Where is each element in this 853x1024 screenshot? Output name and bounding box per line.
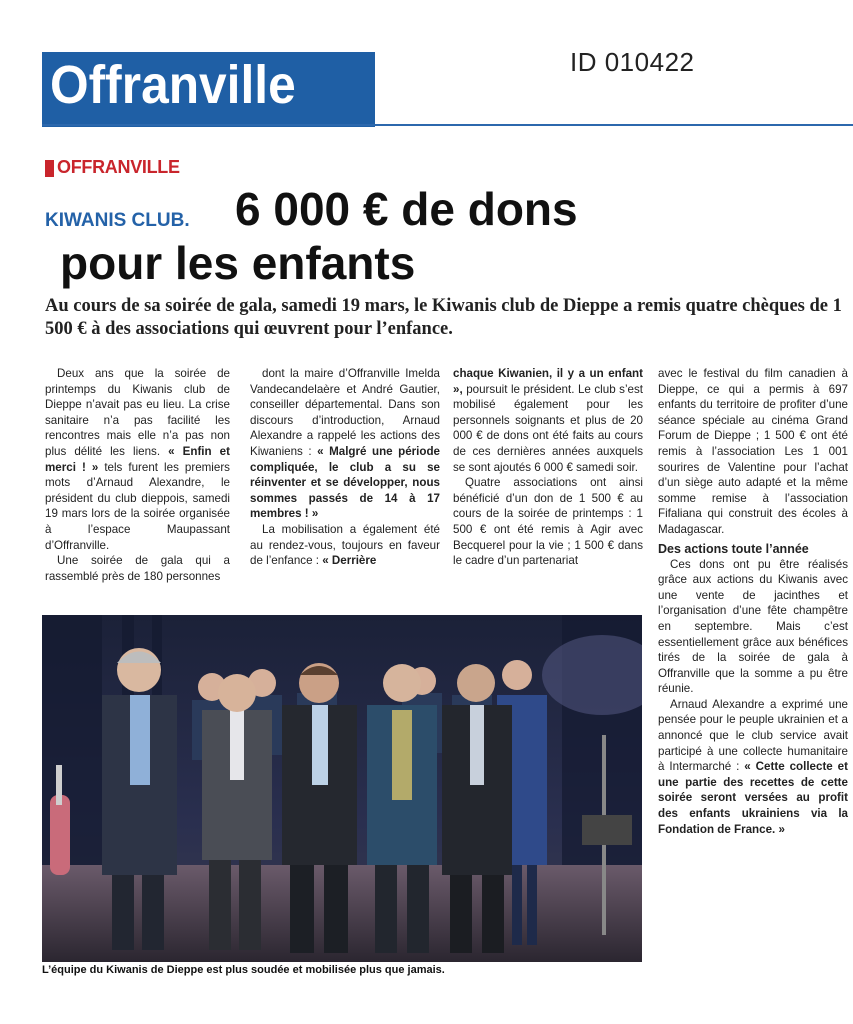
- header-rule: [42, 124, 853, 126]
- text-run: La mobilisation a également été au rendez-vous, toujours en faveur de l’enfance :: [250, 522, 440, 568]
- text-run: poursuit le président. Le club s’est mobilisé également pour les personnels soignants et plus de 20 000 € de dons ont été faits au cours de ces dernières années auxquels se sont ajoutés 6 000 € samedi soir.: [453, 382, 643, 474]
- lead-paragraph: Au cours de sa soirée de gala, samedi 19 mars, le Kiwanis club de Dieppe a remis quatre chèques de 1 500 € à des associations qui œuvrent pour l’enfance.: [45, 296, 842, 339]
- headline-line-2: pour les enfants: [60, 237, 416, 289]
- text-run: Arnaud Alexandre a exprimé une pensée pour le peuple ukrainien et a annoncé que le club service avait participé à une collecte humanitaire à Intermarché :: [658, 697, 848, 774]
- paragraph: Une soirée de gala qui a rassemblé près de 180 personnes: [45, 554, 230, 583]
- article-column-1: [45, 366, 230, 584]
- paragraph: [658, 697, 848, 837]
- kicker: KIWANIS CLUB.: [45, 210, 190, 231]
- photo-caption: L’équipe du Kiwanis de Dieppe est plus soudée et mobilisée plus que jamais.: [42, 964, 445, 976]
- document-id: ID 010422: [570, 47, 695, 77]
- group-photo: [42, 615, 642, 962]
- text-run: dont la maire d’Offranville Imelda Vandecandelaère et André Gautier, conseiller départemental. Dans son discours d’introduction, Arnaud Alexandre a rappelé les actions des Kiwaniens :: [250, 367, 440, 458]
- section-title: Offranville: [50, 55, 296, 115]
- paragraph: avec le festival du film canadien à Dieppe, ce qui a permis à 697 enfants du territoire de profiter d’une séance spéciale au cinéma Grand Forum de Dieppe ; 1 500 € ont été remis à l’association Les 1 001 sourires de Valentine pour l’achat d’un siège auto adapté et la même somme remise à l’association Fifaliana qui construit des écoles à Madagascar.: [658, 367, 848, 536]
- paragraph: [45, 366, 230, 553]
- quote: chaque Kiwanien, il y a un enfant »,: [453, 367, 643, 396]
- subheading: Des actions toute l’année: [658, 541, 809, 556]
- paragraph: [453, 366, 643, 475]
- paragraph: Quatre associations ont ainsi bénéficié d’un don de 1 500 € au cours de la soirée de printemps : 1 500 € ont été remis à Agir avec Becquerel pour la vie ; 1 500 € dans le cadre d’un partenariat: [453, 476, 643, 568]
- rubric-label: OFFRANVILLE: [57, 157, 180, 177]
- article-column-2: [250, 366, 440, 569]
- headline-line-1: 6 000 € de dons: [235, 183, 578, 235]
- paragraph: [250, 522, 440, 569]
- article-column-3: [453, 366, 643, 569]
- quote: « Enfin et merci ! »: [45, 444, 230, 474]
- paragraph: [250, 366, 440, 522]
- group-photo-illustration: [42, 615, 642, 962]
- paragraph: Ces dons ont pu être réalisés grâce aux actions du Kiwanis avec une vente de jacinthes et l’organisation d’une fête champêtre en septembre. Mais c’est essentiellement grâce aux bénéfices tirés de la soirée de gala à Offranville que la somme a pu être réunie.: [658, 557, 848, 696]
- rubric-marker: [45, 160, 54, 177]
- article-column-4: [658, 366, 848, 837]
- text-run: tels furent les premiers mots d’Arnaud Alexandre, le président du club dieppois, samedi 19 mars lors de la soirée organisée à l’espace Maupassant d’Offranville.: [45, 460, 230, 552]
- text-run: Deux ans que la soirée de printemps du Kiwanis club de Dieppe n’avait pas eu lieu. La crise sanitaire n’a pas facilité les rencontres mais elle n’a pas non plus délité les liens.: [45, 367, 230, 458]
- quote: « Derrière: [322, 554, 377, 568]
- quote: « Malgré une période compliquée, le club a su se réinventer et se développer, nous sommes passés de 14 à 17 membres ! »: [250, 444, 441, 521]
- quote: « Cette collecte et une partie des recettes de cette soirée seront versées au profit des enfants ukrainiens via la Fondation de France. »: [658, 760, 848, 836]
